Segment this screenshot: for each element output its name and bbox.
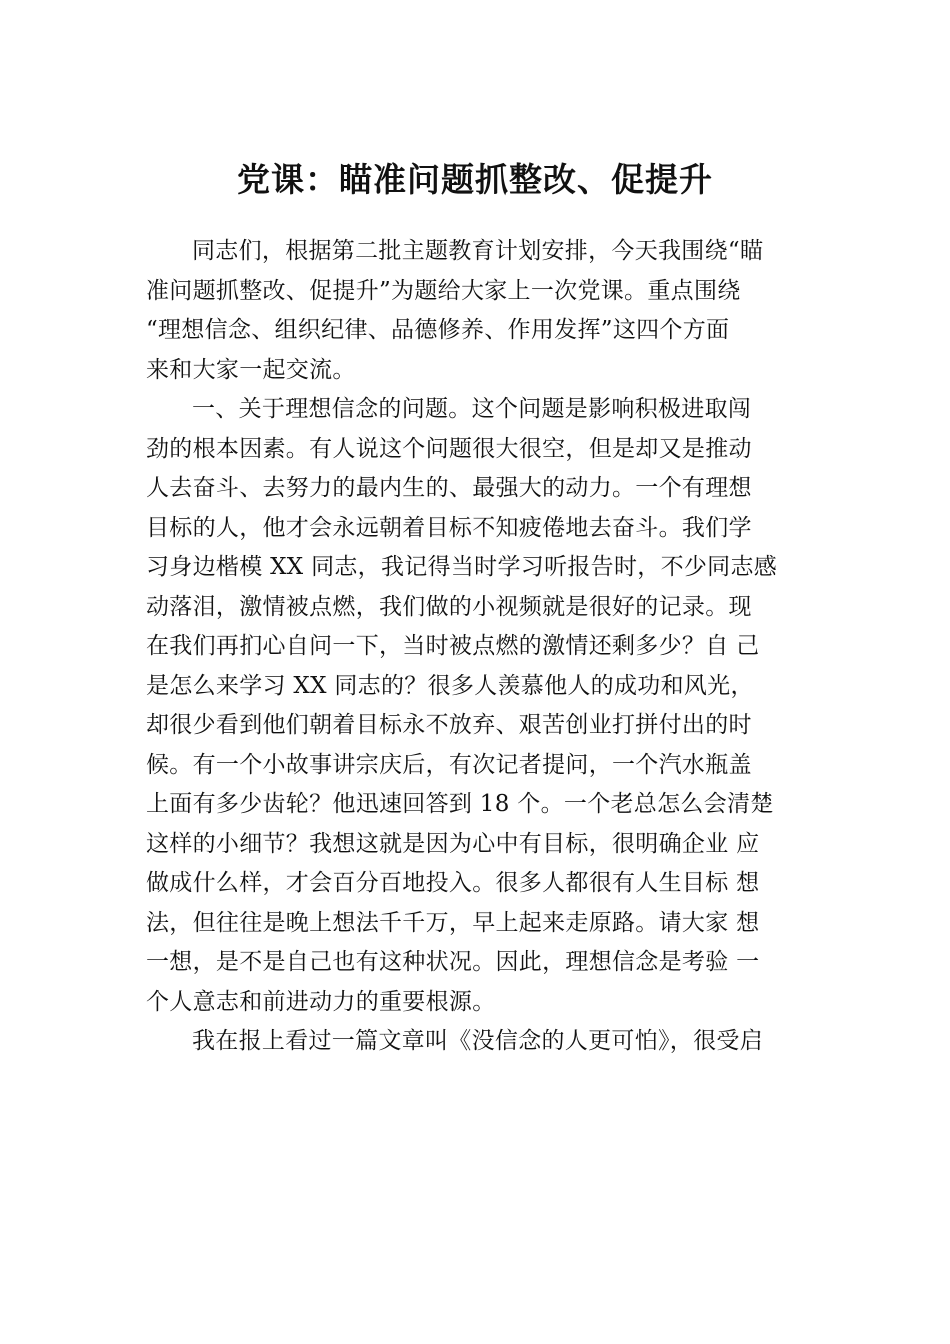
document-body xyxy=(146,232,836,1062)
text-line: 做成什么样，才会百分百地投入。很多人都很有人生目标 想 xyxy=(146,870,760,896)
text-line: 是怎么来学习 XX 同志的？很多人羡慕他人的成功和风光， xyxy=(146,672,754,699)
text-line: 却很少看到他们朝着目标永不放弃、艰苦创业打拼付出的时 xyxy=(146,712,752,738)
text-line: 目标的人，他才会永远朝着目标不知疲倦地去奋斗。我们学 xyxy=(146,514,752,541)
text-line: 劲的根本因素。有人说这个问题很大很空，但是却又是推动 xyxy=(146,435,752,462)
text-line: 个人意志和前进动力的重要根源。 xyxy=(146,988,496,1015)
text-line: 动落泪，激情被点燃，我们做的小视频就是很好的记录。现 xyxy=(146,593,752,620)
text-line: 法，但往往是晚上想法千千万，早上起来走原路。请大家 想 xyxy=(146,909,760,936)
text-line: 上面有多少齿轮？他迅速回答到 18 个。一个老总怎么会清楚 xyxy=(146,791,774,817)
text-line: 人去奋斗、去努力的最内生的、最强大的动力。一个有理想 xyxy=(146,475,752,501)
document-title: 党课：瞄准问题抓整改、促提升 xyxy=(237,160,713,199)
text-line: 习身边楷模 XX 同志，我记得当时学习听报告时，不少同志感 xyxy=(146,554,778,580)
text-line: 来和大家一起交流。 xyxy=(146,356,356,383)
text-line: 我在报上看过一篇文章叫《没信念的人更可怕》，很受启 xyxy=(192,1028,763,1054)
text-line: “理想信念、组织纪律、品德修养、作用发挥”这四个方面 xyxy=(146,317,730,343)
text-line: 准问题抓整改、促提升”为题给大家上一次党课。重点围绕 xyxy=(146,277,741,304)
text-line: 一想，是不是自己也有这种状况。因此，理想信念是考验 一 xyxy=(146,949,760,975)
text-line: 同志们，根据第二批主题教育计划安排，今天我围绕“瞄 xyxy=(192,238,764,264)
text-line: 候。有一个小故事讲宗庆后，有次记者提问，一个汽水瓶盖 xyxy=(146,751,752,778)
text-line: 在我们再扪心自问一下，当时被点燃的激情还剩多少？自 己 xyxy=(146,633,760,659)
text-line: 一、关于理想信念的问题。这个问题是影响积极进取闯 xyxy=(192,396,752,422)
text-line: 这样的小细节？我想这就是因为心中有目标，很明确企业 应 xyxy=(146,830,760,857)
